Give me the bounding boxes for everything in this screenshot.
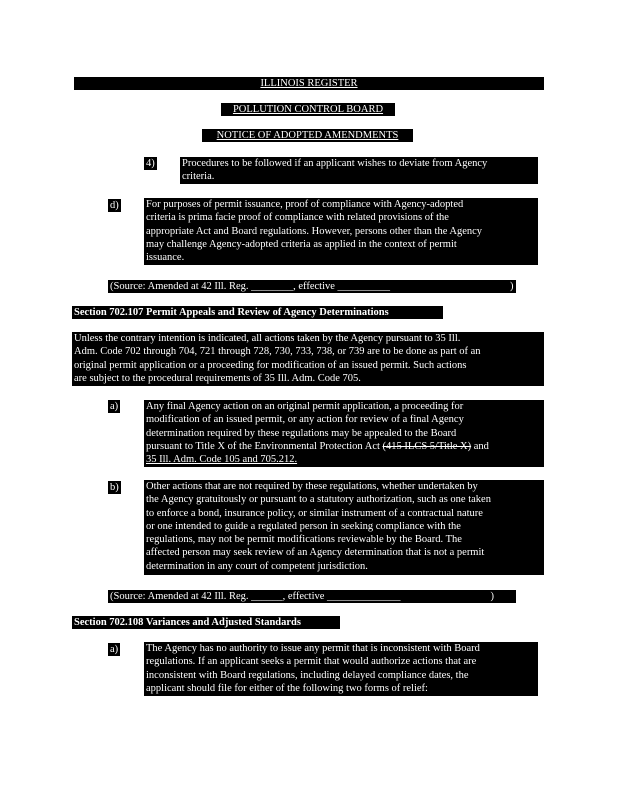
item-d-line: criteria is prima facie proof of compliance with related provisions of the <box>146 212 449 224</box>
source-1-suffix: ) <box>510 281 514 292</box>
section-107-b-label: b) <box>110 482 119 493</box>
item-d-line: For purposes of permit issuance, proof of compliance with Agency-adopted <box>146 199 464 210</box>
intro-line: Unless the contrary intention is indicated, all actions taken by the Agency pursuant to 35 Ill. <box>74 333 461 344</box>
item-d-text <box>144 198 538 265</box>
item-d-label: d) <box>110 200 119 211</box>
107a-after-strike: and <box>471 440 489 452</box>
item-4-text <box>180 157 538 184</box>
item-4-line: criteria. <box>182 171 215 183</box>
intro-line: Adm. Code 702 through 704, 721 through 728, 730, 733, 738, or 739 are to be done as part of an <box>74 346 481 358</box>
107a-line: modification of an issued permit, or any action for review of a final Agency <box>146 414 464 426</box>
source-1-mid: , effective <box>293 281 338 292</box>
107a-line <box>146 453 542 466</box>
108a-line: regulations. If an applicant seeks a permit that would authorize actions that are <box>146 656 477 668</box>
107a-line: Any final Agency action on an original permit application, a proceeding for <box>146 401 464 412</box>
108a-line: inconsistent with Board regulations, including delayed compliance dates, the <box>146 669 469 681</box>
source-note-1 <box>108 280 516 293</box>
107b-line: regulations, may not be permit modifications reviewable by the Board. The <box>146 534 462 546</box>
source-2-blank-reg: ______ <box>251 591 283 602</box>
notice-title <box>202 129 413 142</box>
item-d-line: issuance. <box>146 252 185 264</box>
section-107-a-text <box>144 400 544 467</box>
source-note-2 <box>108 590 516 603</box>
intro-line: original permit application or a proceeding for modification of an issued permit. Such actions <box>74 359 467 371</box>
notice-title-text: NOTICE OF ADOPTED AMENDMENTS <box>216 130 399 141</box>
107b-line: the Agency gratuitously or pursuant to a statutory authorization, such as one taken <box>146 494 491 506</box>
register-title <box>74 77 544 90</box>
108a-line: applicant should file for either of the following two forms of relief: <box>146 682 428 694</box>
source-2-suffix: ) <box>490 591 495 602</box>
inserted-citation: 35 Ill. Adm. Code 105 and 705.212. <box>146 454 298 466</box>
source-2-mid: , effective <box>282 591 328 602</box>
108a-line: The Agency has no authority to issue any permit that is inconsistent with Board <box>146 643 480 654</box>
intro-line: are subject to the procedural requirements of 35 Ill. Adm. Code 705. <box>74 372 361 384</box>
107b-line: Other actions that are not required by these regulations, whether undertaken by <box>146 481 478 492</box>
section-108-a-text <box>144 642 538 696</box>
section-108-title: Section 702.108 Variances and Adjusted Standards <box>72 616 340 629</box>
section-107-a-label: a) <box>110 401 119 412</box>
source-2-prefix: (Source: Amended at 42 Ill. Reg. <box>110 591 252 602</box>
section-107-intro <box>72 332 544 386</box>
107a-line: determination required by these regulations may be appealed to the Board <box>146 427 457 439</box>
section-107-title: Section 702.107 Permit Appeals and Review of Agency Determinations <box>72 306 443 319</box>
107a-line-text: pursuant to Title X of the Environmental Protection Act <box>146 440 383 452</box>
107b-line: determination in any court of competent jurisdiction. <box>146 560 368 572</box>
deleted-citation: (415 ILCS 5/Title X) <box>382 440 472 452</box>
107b-line: or one intended to guide a regulated person in seeking compliance with the <box>146 520 461 532</box>
107b-line: affected person may seek review of an Agency determination that is not a permit <box>146 547 485 559</box>
item-d-line: appropriate Act and Board regulations. However, persons other than the Agency <box>146 225 483 237</box>
item-4-label: 4) <box>146 158 155 169</box>
board-title-text: POLLUTION CONTROL BOARD <box>232 104 384 115</box>
register-title-text: ILLINOIS REGISTER <box>260 78 358 89</box>
source-1-blank-date: __________ <box>337 281 391 292</box>
source-1-blank-reg: ________ <box>251 281 294 292</box>
section-108-a-label: a) <box>110 644 119 655</box>
item-d-line: may challenge Agency-adopted criteria as applied in the context of permit <box>146 238 457 250</box>
source-2-blank-date: ______________ <box>327 591 401 602</box>
board-title <box>221 103 395 116</box>
107b-line: to enforce a bond, insurance policy, or similar instrument of a contractual nature <box>146 507 483 519</box>
item-4-line: Procedures to be followed if an applicant wishes to deviate from Agency <box>182 158 488 169</box>
107a-line <box>146 440 542 453</box>
section-107-b-text <box>144 480 544 575</box>
source-1-prefix: (Source: Amended at 42 Ill. Reg. <box>110 281 252 292</box>
